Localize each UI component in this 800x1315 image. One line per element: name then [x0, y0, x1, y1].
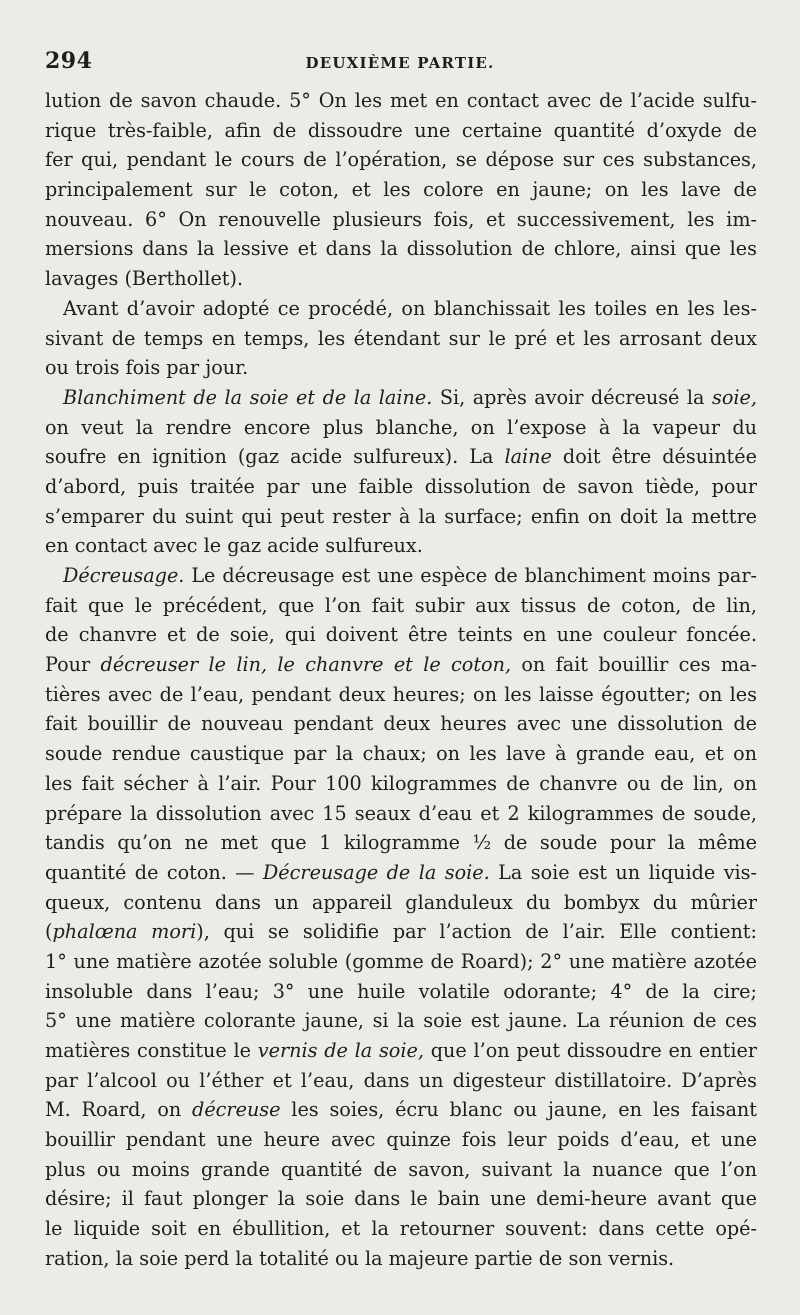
text-line: [45, 977, 757, 1007]
text-segment: (: [45, 920, 53, 944]
text-line: [45, 442, 757, 472]
text-line: [45, 799, 757, 829]
italic-text-segment: phalœna mori: [52, 920, 197, 944]
text-segment: bouillir pendant une heure avec quinze fois leur poids d’eau, et une: [45, 1128, 757, 1152]
text-segment: insoluble dans l’eau; 3° une huile volatile odorante; 4° de la cire;: [45, 979, 757, 1003]
text-segment: ration, la soie perd la totalité ou la majeure partie de son vernis.: [45, 1246, 675, 1270]
text-segment: plus ou moins grande quantité de savon, suivant la nuance que l’on: [45, 1157, 757, 1181]
italic-text-segment: décreuser le lin, le chanvre et le coton,: [100, 653, 512, 677]
text-segment: les soies, écru blanc ou jaune, en les faisant: [280, 1098, 757, 1122]
text-line: [45, 205, 757, 235]
text-line: [45, 531, 757, 561]
text-line: [45, 858, 757, 888]
text-line: [45, 1036, 757, 1066]
text-line: [45, 1095, 757, 1125]
text-segment: que l’on peut dissoudre en entier: [423, 1039, 757, 1062]
text-line: [45, 947, 757, 977]
text-line: [45, 1066, 757, 1096]
text-segment: on veut la rendre encore plus blanche, on l’expose à la vapeur du: [45, 415, 757, 439]
running-title: DEUXIÈME PARTIE.: [305, 54, 495, 72]
text-line: [45, 620, 757, 650]
text-segment: soude rendue caustique par la chaux; on les lave à grande eau, et on: [45, 742, 757, 766]
italic-text-segment: Blanchiment de la soie et de la laine.: [63, 385, 433, 409]
text-segment: doit être désuintée: [551, 445, 757, 469]
text-segment: 1° une matière azotée soluble (gomme de Roard); 2° une matière azotée: [45, 949, 757, 973]
text-segment: Avant d’avoir adopté ce procédé, on blanchissait les toiles en les les-: [63, 296, 757, 320]
italic-text-segment: laine: [504, 445, 552, 469]
text-line: [45, 561, 757, 591]
text-line: [45, 86, 757, 116]
text-line: [45, 1155, 757, 1185]
text-line: [45, 353, 757, 383]
text-segment: on fait bouillir ces ma-: [511, 653, 757, 677]
text-segment: Le décreusage est une espèce de blanchiment moins par-: [184, 564, 757, 587]
text-line: [45, 769, 757, 799]
italic-text-segment: soie,: [712, 385, 757, 409]
text-line: [45, 116, 757, 146]
text-segment: nouveau. 6° On renouvelle plusieurs fois, et successivement, les im-: [45, 207, 757, 231]
italic-text-segment: Décreusage de la soie.: [262, 860, 490, 884]
italic-text-segment: Décreusage.: [63, 564, 185, 587]
text-segment: Pour: [45, 653, 101, 677]
text-segment: fait bouillir de nouveau pendant deux heures avec une dissolution de: [45, 712, 757, 736]
text-segment: queux, contenu dans un appareil glanduleux du bombyx du mûrier: [45, 890, 757, 914]
text-segment: La soie est un liquide vis-: [489, 860, 757, 884]
text-segment: lavages (Berthollet).: [45, 267, 244, 291]
text-segment: les fait sécher à l’air. Pour 100 kilogrammes de chanvre ou de lin, on: [45, 771, 757, 795]
text-segment: ), qui se solidifie par l’action de l’air. Elle contient:: [196, 920, 757, 944]
text-line: [45, 145, 757, 175]
text-segment: principalement sur le coton, et les colore en jaune; on les lave de: [45, 178, 757, 202]
text-line: [45, 294, 757, 324]
text-segment: ou trois fois par jour.: [45, 356, 249, 380]
text-segment: rique très-faible, afin de dissoudre une certaine quantité d’oxyde de: [45, 118, 757, 142]
text-line: [45, 383, 757, 413]
text-line: [45, 888, 757, 918]
text-segment: matières constitue le: [45, 1039, 258, 1062]
text-line: [45, 917, 757, 947]
text-line: [45, 1006, 757, 1036]
text-line: [45, 828, 757, 858]
text-segment: Si, après avoir décreusé la: [432, 385, 712, 409]
text-segment: quantité de coton. —: [45, 860, 263, 884]
text-segment: en contact avec le gaz acide sulfureux.: [45, 534, 423, 558]
body-text: [45, 86, 757, 1274]
text-line: [45, 413, 757, 443]
text-segment: lution de savon chaude. 5° On les met en contact avec de l’acide sulfu-: [45, 89, 757, 112]
text-segment: désire; il faut plonger la soie dans le bain une demi-heure avant que: [45, 1187, 757, 1211]
text-segment: le liquide soit en ébullition, et la retourner souvent: dans cette opé-: [45, 1217, 757, 1241]
text-segment: de chanvre et de soie, qui doivent être teints en une couleur foncée.: [45, 623, 757, 647]
text-segment: soufre en ignition (gaz acide sulfureux). La: [45, 445, 505, 469]
text-segment: tandis qu’on ne met que 1 kilogramme ½ de soude pour la même: [45, 831, 757, 855]
text-line: [45, 1244, 757, 1274]
text-line: [45, 472, 757, 502]
text-line: [45, 234, 757, 264]
text-segment: fer qui, pendant le cours de l’opération, se dépose sur ces substances,: [45, 148, 757, 172]
text-segment: s’emparer du suint qui peut rester à la surface; enfin on doit la mettre: [45, 504, 757, 528]
text-segment: M. Roard, on: [45, 1098, 193, 1122]
italic-text-segment: décreuse: [192, 1098, 281, 1122]
text-line: [45, 1125, 757, 1155]
text-segment: tières avec de l’eau, pendant deux heures; on les laisse égoutter; on les: [45, 682, 757, 706]
text-line: [45, 680, 757, 710]
italic-text-segment: vernis de la soie,: [257, 1039, 424, 1062]
text-segment: fait que le précédent, que l’on fait subir aux tissus de coton, de lin,: [45, 593, 757, 617]
text-line: [45, 502, 757, 532]
text-line: [45, 264, 757, 294]
page-header: [45, 48, 755, 82]
text-segment: mersions dans la lessive et dans la dissolution de chlore, ainsi que les: [45, 237, 757, 261]
text-line: [45, 1184, 757, 1214]
page-number: 294: [45, 48, 93, 74]
text-segment: 5° une matière colorante jaune, si la soie est jaune. La réunion de ces: [45, 1009, 757, 1033]
text-line: [45, 324, 757, 354]
text-segment: d’abord, puis traitée par une faible dissolution de savon tiède, pour: [45, 474, 757, 498]
text-segment: par l’alcool ou l’éther et l’eau, dans un digesteur distillatoire. D’après: [45, 1068, 757, 1092]
text-line: [45, 650, 757, 680]
text-segment: prépare la dissolution avec 15 seaux d’eau et 2 kilogrammes de soude,: [45, 801, 757, 825]
text-line: [45, 709, 757, 739]
text-segment: sivant de temps en temps, les étendant sur le pré et les arrosant deux: [45, 326, 757, 350]
text-line: [45, 1214, 757, 1244]
text-line: [45, 739, 757, 769]
text-line: [45, 591, 757, 621]
text-line: [45, 175, 757, 205]
